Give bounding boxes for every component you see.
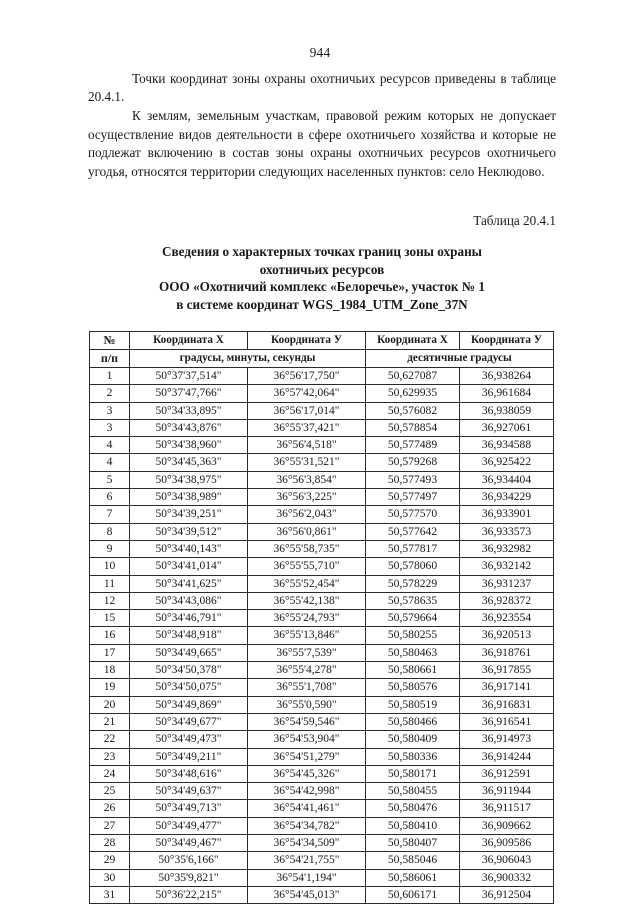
- cell-dec-x: 50,580661: [366, 662, 460, 679]
- cell-dec-y: 36,909662: [460, 817, 554, 834]
- cell-dec-y: 36,909586: [460, 835, 554, 852]
- cell-dec-y: 36,932982: [460, 540, 554, 557]
- table-title-line-1: Сведения о характерных точках границ зоны охраны: [162, 244, 482, 259]
- cell-dms-y: 36°56'3,854": [248, 471, 366, 488]
- table-row: [90, 419, 554, 436]
- cell-n: 11: [90, 575, 130, 592]
- table-body: [90, 368, 554, 904]
- table-row: [90, 679, 554, 696]
- cell-dec-y: 36,925422: [460, 454, 554, 471]
- table-row: [90, 402, 554, 419]
- cell-dms-x: 50°34'49,473": [130, 731, 248, 748]
- cell-dms-y: 36°55'52,454": [248, 575, 366, 592]
- table-row: [90, 523, 554, 540]
- cell-dec-x: 50,577493: [366, 471, 460, 488]
- table-row: [90, 437, 554, 454]
- cell-dec-y: 36,933573: [460, 523, 554, 540]
- cell-dms-y: 36°54'45,013": [248, 886, 366, 903]
- cell-dms-x: 50°34'41,014": [130, 558, 248, 575]
- cell-n: 26: [90, 800, 130, 817]
- cell-n: 23: [90, 748, 130, 765]
- cell-dec-x: 50,580409: [366, 731, 460, 748]
- cell-dms-x: 50°34'45,363": [130, 454, 248, 471]
- cell-dms-y: 36°56'4,518": [248, 437, 366, 454]
- table-row: [90, 886, 554, 903]
- cell-dec-x: 50,580463: [366, 644, 460, 661]
- cell-dec-x: 50,577817: [366, 540, 460, 557]
- cell-dec-x: 50,586061: [366, 869, 460, 886]
- cell-dms-y: 36°55'55,710": [248, 558, 366, 575]
- cell-dec-x: 50,580455: [366, 783, 460, 800]
- cell-dec-y: 36,912591: [460, 765, 554, 782]
- table-row: [90, 385, 554, 402]
- cell-n: 15: [90, 610, 130, 627]
- cell-n: 6: [90, 489, 130, 506]
- table-row: [90, 817, 554, 834]
- cell-dms-y: 36°55'13,846": [248, 627, 366, 644]
- cell-dec-y: 36,933901: [460, 506, 554, 523]
- cell-dec-y: 36,920513: [460, 627, 554, 644]
- cell-dec-x: 50,580407: [366, 835, 460, 852]
- table-row: [90, 610, 554, 627]
- cell-n: 25: [90, 783, 130, 800]
- cell-dec-y: 36,911517: [460, 800, 554, 817]
- header-dec-y: Координата У: [460, 332, 554, 350]
- cell-n: 30: [90, 869, 130, 886]
- cell-dms-x: 50°34'49,665": [130, 644, 248, 661]
- table-row: [90, 800, 554, 817]
- cell-dms-y: 36°54'21,755": [248, 852, 366, 869]
- cell-dec-y: 36,914244: [460, 748, 554, 765]
- cell-dms-x: 50°34'43,086": [130, 592, 248, 609]
- cell-dms-x: 50°34'40,143": [130, 540, 248, 557]
- cell-n: 5: [90, 471, 130, 488]
- cell-dec-x: 50,580519: [366, 696, 460, 713]
- cell-dms-y: 36°54'59,546": [248, 713, 366, 730]
- cell-n: 16: [90, 627, 130, 644]
- table-row: [90, 627, 554, 644]
- cell-dec-y: 36,932142: [460, 558, 554, 575]
- cell-dms-y: 36°54'45,326": [248, 765, 366, 782]
- cell-n: 9: [90, 540, 130, 557]
- table-row: [90, 644, 554, 661]
- cell-dms-y: 36°54'42,998": [248, 783, 366, 800]
- cell-dec-x: 50,585046: [366, 852, 460, 869]
- cell-dms-x: 50°34'49,637": [130, 783, 248, 800]
- table-row: [90, 869, 554, 886]
- page-number: 944: [309, 45, 331, 60]
- cell-dms-x: 50°34'49,467": [130, 835, 248, 852]
- cell-dec-x: 50,578229: [366, 575, 460, 592]
- cell-dec-x: 50,580336: [366, 748, 460, 765]
- cell-dms-y: 36°55'1,708": [248, 679, 366, 696]
- cell-dec-x: 50,580255: [366, 627, 460, 644]
- table-header-row-1: [90, 332, 554, 350]
- cell-dms-y: 36°55'0,590": [248, 696, 366, 713]
- cell-dms-x: 50°34'43,876": [130, 419, 248, 436]
- table-row: [90, 662, 554, 679]
- cell-dec-x: 50,577570: [366, 506, 460, 523]
- cell-n: 22: [90, 731, 130, 748]
- cell-n: 1: [90, 368, 130, 385]
- table-row: [90, 368, 554, 385]
- cell-n: 4: [90, 437, 130, 454]
- cell-dms-y: 36°56'0,861": [248, 523, 366, 540]
- cell-n: 28: [90, 835, 130, 852]
- cell-dec-y: 36,912504: [460, 886, 554, 903]
- cell-dec-x: 50,627087: [366, 368, 460, 385]
- cell-dms-x: 50°34'38,989": [130, 489, 248, 506]
- table-row: [90, 471, 554, 488]
- cell-dec-x: 50,580576: [366, 679, 460, 696]
- cell-dms-x: 50°34'41,625": [130, 575, 248, 592]
- cell-dms-x: 50°35'6,166": [130, 852, 248, 869]
- cell-dec-y: 36,961684: [460, 385, 554, 402]
- cell-dec-x: 50,578854: [366, 419, 460, 436]
- cell-dec-y: 36,934588: [460, 437, 554, 454]
- cell-dms-x: 50°34'38,975": [130, 471, 248, 488]
- table-header: [90, 332, 554, 368]
- header-group-dec: десятичные градусы: [366, 350, 554, 368]
- cell-dec-x: 50,580466: [366, 713, 460, 730]
- paragraph-2: К землям, земельным участкам, правовой режим которых не допускает осуществление видов деятельности в сфере охотничьего хозяйства и которые не подлежат включению в состав зоны охраны охотничьих ресурсов охотничьего угодья, относятся территории следующих населенных пунктов: село Неклюдово.: [88, 108, 556, 179]
- header-group-dms: градусы, минуты, секунды: [130, 350, 366, 368]
- cell-dec-x: 50,580171: [366, 765, 460, 782]
- cell-dec-y: 36,931237: [460, 575, 554, 592]
- paragraph-1: Точки координат зоны охраны охотничьих ресурсов приведены в таблице 20.4.1.: [88, 71, 556, 105]
- table-row: [90, 835, 554, 852]
- cell-dms-y: 36°55'37,421": [248, 419, 366, 436]
- cell-n: 8: [90, 523, 130, 540]
- coordinates-table: [89, 331, 554, 904]
- table-row: [90, 852, 554, 869]
- cell-dec-y: 36,917855: [460, 662, 554, 679]
- cell-dec-x: 50,577489: [366, 437, 460, 454]
- cell-dec-y: 36,938059: [460, 402, 554, 419]
- cell-dec-x: 50,578635: [366, 592, 460, 609]
- cell-dms-x: 50°34'39,251": [130, 506, 248, 523]
- table-row: [90, 713, 554, 730]
- header-dec-x: Координата X: [366, 332, 460, 350]
- cell-n: 2: [90, 385, 130, 402]
- header-dms-y: Координата У: [248, 332, 366, 350]
- cell-dms-y: 36°54'51,279": [248, 748, 366, 765]
- cell-dms-y: 36°55'42,138": [248, 592, 366, 609]
- cell-dms-y: 36°55'24,793": [248, 610, 366, 627]
- cell-dec-x: 50,629935: [366, 385, 460, 402]
- cell-dms-x: 50°36'22,215": [130, 886, 248, 903]
- cell-n: 10: [90, 558, 130, 575]
- cell-dms-x: 50°34'50,378": [130, 662, 248, 679]
- cell-n: 31: [90, 886, 130, 903]
- cell-dms-x: 50°34'48,918": [130, 627, 248, 644]
- cell-dms-y: 36°55'31,521": [248, 454, 366, 471]
- cell-n: 18: [90, 662, 130, 679]
- cell-dms-x: 50°34'48,616": [130, 765, 248, 782]
- cell-dms-y: 36°55'4,278": [248, 662, 366, 679]
- header-number-sub: п/п: [90, 350, 130, 368]
- table-header-row-2: [90, 350, 554, 368]
- cell-dec-y: 36,916541: [460, 713, 554, 730]
- cell-dms-y: 36°56'2,043": [248, 506, 366, 523]
- table-row: [90, 454, 554, 471]
- cell-n: 19: [90, 679, 130, 696]
- cell-n: 21: [90, 713, 130, 730]
- cell-dms-x: 50°34'38,960": [130, 437, 248, 454]
- cell-dec-x: 50,580410: [366, 817, 460, 834]
- table-row: [90, 765, 554, 782]
- cell-dec-x: 50,577497: [366, 489, 460, 506]
- table-row: [90, 558, 554, 575]
- cell-dec-y: 36,918761: [460, 644, 554, 661]
- cell-dms-y: 36°54'34,509": [248, 835, 366, 852]
- cell-n: 3: [90, 419, 130, 436]
- cell-dms-y: 36°55'7,539": [248, 644, 366, 661]
- cell-n: 24: [90, 765, 130, 782]
- cell-dec-x: 50,579664: [366, 610, 460, 627]
- cell-dms-x: 50°34'49,211": [130, 748, 248, 765]
- cell-dec-y: 36,914973: [460, 731, 554, 748]
- table-row: [90, 731, 554, 748]
- cell-dec-y: 36,916831: [460, 696, 554, 713]
- table-row: [90, 592, 554, 609]
- cell-dms-x: 50°37'37,514": [130, 368, 248, 385]
- table-title-line-4: в системе координат WGS_1984_UTM_Zone_37N: [176, 296, 468, 312]
- cell-dms-x: 50°34'50,075": [130, 679, 248, 696]
- cell-dms-y: 36°54'1,194": [248, 869, 366, 886]
- cell-n: 7: [90, 506, 130, 523]
- cell-n: 3: [90, 402, 130, 419]
- cell-dec-x: 50,576082: [366, 402, 460, 419]
- cell-dms-y: 36°55'58,735": [248, 540, 366, 557]
- cell-dec-y: 36,923554: [460, 610, 554, 627]
- cell-dec-y: 36,934404: [460, 471, 554, 488]
- cell-n: 4: [90, 454, 130, 471]
- cell-dec-y: 36,917141: [460, 679, 554, 696]
- cell-dec-y: 36,906043: [460, 852, 554, 869]
- cell-dec-y: 36,927061: [460, 419, 554, 436]
- cell-dms-y: 36°54'34,782": [248, 817, 366, 834]
- cell-dec-y: 36,911944: [460, 783, 554, 800]
- table-row: [90, 696, 554, 713]
- cell-dms-y: 36°56'17,750": [248, 368, 366, 385]
- cell-dec-y: 36,938264: [460, 368, 554, 385]
- cell-n: 29: [90, 852, 130, 869]
- cell-dms-y: 36°54'41,461": [248, 800, 366, 817]
- table-title-line-2: охотничьих ресурсов: [259, 261, 385, 277]
- cell-dms-x: 50°34'49,713": [130, 800, 248, 817]
- cell-dec-x: 50,579268: [366, 454, 460, 471]
- cell-dms-y: 36°56'3,225": [248, 489, 366, 506]
- table-row: [90, 748, 554, 765]
- cell-dms-x: 50°34'33,895": [130, 402, 248, 419]
- table-title-line-3: ООО «Охотничий комплекс «Белоречье», участок № 1: [159, 279, 485, 295]
- cell-dms-x: 50°34'49,477": [130, 817, 248, 834]
- cell-dec-x: 50,580476: [366, 800, 460, 817]
- cell-n: 20: [90, 696, 130, 713]
- cell-dms-x: 50°34'49,677": [130, 713, 248, 730]
- cell-dms-y: 36°57'42,064": [248, 385, 366, 402]
- header-dms-x: Координата X: [130, 332, 248, 350]
- cell-n: 17: [90, 644, 130, 661]
- table-row: [90, 783, 554, 800]
- cell-dec-y: 36,900332: [460, 869, 554, 886]
- cell-dec-y: 36,928372: [460, 592, 554, 609]
- cell-dms-x: 50°37'47,766": [130, 385, 248, 402]
- header-number: №: [90, 332, 130, 350]
- body-text-block: [88, 70, 556, 182]
- table-row: [90, 575, 554, 592]
- cell-n: 12: [90, 592, 130, 609]
- table-label: Таблица 20.4.1: [473, 213, 556, 228]
- table-title: [88, 243, 556, 313]
- cell-dec-x: 50,577642: [366, 523, 460, 540]
- cell-dms-x: 50°34'39,512": [130, 523, 248, 540]
- cell-n: 27: [90, 817, 130, 834]
- cell-dms-y: 36°54'53,904": [248, 731, 366, 748]
- table-row: [90, 540, 554, 557]
- cell-dms-x: 50°35'9,821": [130, 869, 248, 886]
- cell-dec-y: 36,934229: [460, 489, 554, 506]
- cell-dms-x: 50°34'46,791": [130, 610, 248, 627]
- cell-dms-y: 36°56'17,014": [248, 402, 366, 419]
- cell-dms-x: 50°34'49,869": [130, 696, 248, 713]
- cell-dec-x: 50,578060: [366, 558, 460, 575]
- cell-dec-x: 50,606171: [366, 886, 460, 903]
- table-row: [90, 489, 554, 506]
- table-row: [90, 506, 554, 523]
